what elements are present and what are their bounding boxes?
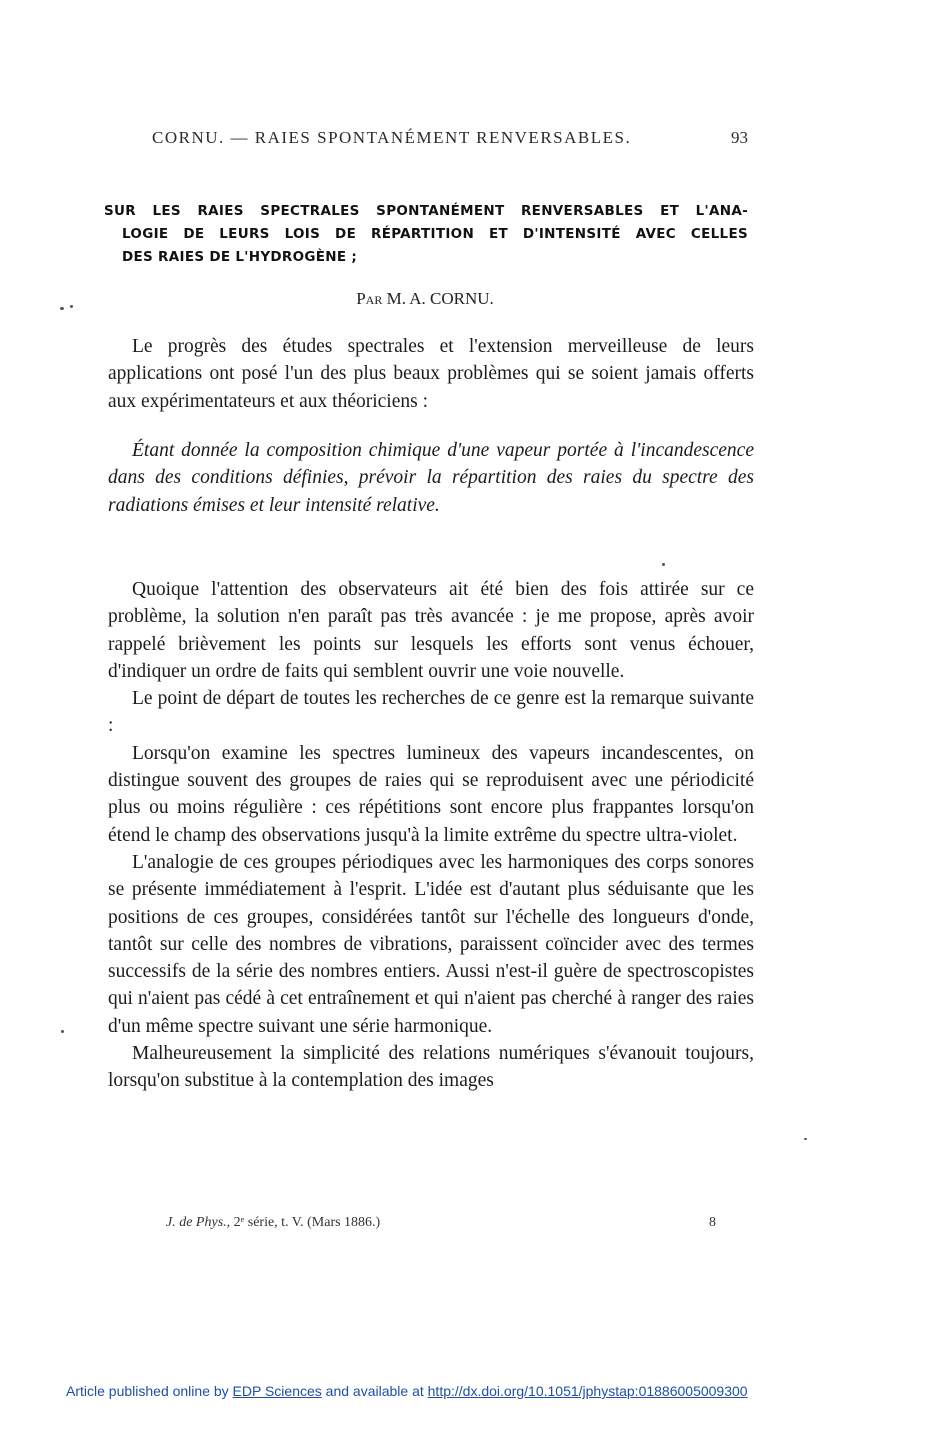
problem-statement-quote: Étant donnée la composition chimique d'une vapeur portée à l'incandescence dans des conditions définies, prévoir la répartition des raies du spectre des radiations émises et leur intensité relative. (108, 440, 754, 516)
paragraph-5: L'analogie de ces groupes périodiques avec les harmoniques des corps sonores se présente immédiatement à l'esprit. L'idée est d'autant plus séduisante que les positions de ces groupes, considérées tantôt sur l'échelle des longueurs d'onde, tantôt sur celle des nombres de vibrations, paraissent coïncider avec des termes successifs de la série des nombres entiers. Aussi n'est-il guère de spectroscopistes qui n'aient pas cédé à cet entraînement et qui n'aient pas cherché à ranger des raies d'un même spectre suivant une série harmonique. (108, 851, 754, 1037)
signature-mark: 8 (709, 1215, 716, 1230)
page-number: 93 (731, 128, 748, 147)
banner-text-2: and available at (325, 1383, 424, 1399)
paragraph-2: Quoique l'attention des observateurs ait été bien des fois attirée sur ce problème, la solution n'en paraît pas très avancée : je me propose, après avoir rappelé brièvement les points sur lesquels les efforts sont venus échouer, d'indiquer un ordre de faits qui semblent ouvrir une voie nouvelle. (108, 579, 754, 682)
journal-name: J. de Phys., (166, 1215, 231, 1230)
author-byline (0, 289, 850, 309)
paragraph-intro: Le progrès des études spectrales et l'extension merveilleuse de leurs applications ont posé l'un des plus beaux problèmes qui se soient jamais offerts aux expérimentateurs et aux théoriciens : (108, 336, 754, 412)
journal-citation: 2ᵉ série, t. V. (Mars 1886.) (233, 1215, 381, 1230)
title-line-3: DES RAIES DE L'HYDROGÈNE ; (122, 249, 358, 265)
running-head-text: CORNU. — RAIES SPONTANÉMENT RENVERSABLES. (152, 128, 632, 147)
publisher-banner (66, 1383, 866, 1399)
author-prefix: Par (356, 289, 383, 308)
title-line-1: SUR LES RAIES SPECTRALES SPONTANÉMENT RENVERSABLES ET L'ANA- (104, 203, 748, 219)
body-block (108, 576, 754, 1095)
paragraph-6: Malheureusement la simplicité des relations numériques s'évanouit toujours, lorsqu'on substitue à la contemplation des images (108, 1043, 754, 1092)
intro-block (108, 333, 754, 415)
doi-link[interactable]: http://dx.doi.org/10.1051/jphystap:01886005009300 (427, 1383, 748, 1399)
paragraph-3: Le point de départ de toutes les recherches de ce genre est la remarque suivante : (108, 688, 754, 737)
scan-speck (804, 1138, 807, 1140)
scan-speck (61, 1030, 64, 1033)
edp-sciences-link[interactable]: EDP Sciences (232, 1383, 322, 1399)
article-title (104, 200, 748, 269)
author-name: M. A. CORNU. (386, 289, 494, 308)
banner-text-1: Article published online by (66, 1383, 229, 1399)
paragraph-4: Lorsqu'on examine les spectres lumineux des vapeurs incandescentes, on distingue souvent des groupes de raies qui se reproduisent avec une périodicité plus ou moins régulière : ces répétitions sont encore plus frappantes lorsqu'on étend le champ des observations jusqu'à la limite extrême du spectre ultra-violet. (108, 742, 754, 846)
journal-footer (166, 1215, 716, 1231)
title-line-2: LOGIE DE LEURS LOIS DE RÉPARTITION ET D'INTENSITÉ AVEC CELLES (122, 226, 748, 242)
scan-speck (60, 307, 64, 310)
scan-speck (662, 563, 665, 566)
scan-speck (70, 305, 73, 308)
running-head (152, 128, 748, 148)
